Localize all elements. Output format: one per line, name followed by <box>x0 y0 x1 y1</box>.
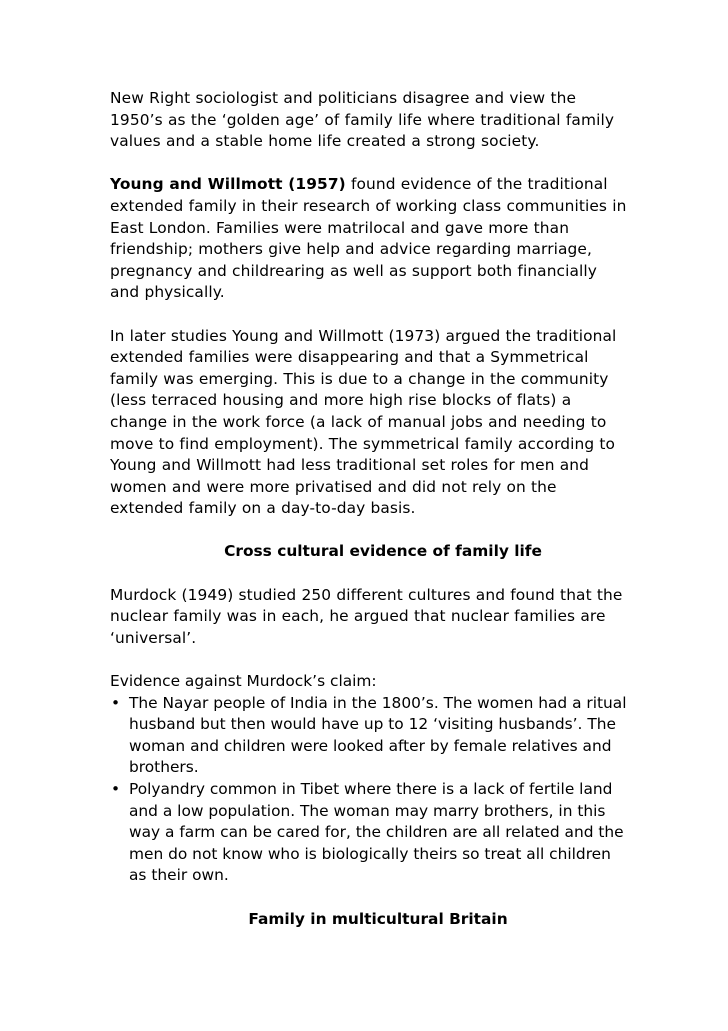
study-citation-young-willmott: Young and Willmott (1957) <box>110 175 346 194</box>
list-item-text: Polyandry common in Tibet where there is a lack of fertile land and a low population. The woman may marry brothers, in this way a farm can be cared for, the children are all related and the men do not know who is biologically theirs so treat all children as their own. <box>129 780 624 885</box>
bullet-icon: • <box>111 693 121 712</box>
evidence-list <box>110 693 630 887</box>
evidence-intro: Evidence against Murdock’s claim: <box>110 672 377 691</box>
bullet-icon: • <box>111 780 121 798</box>
document-page <box>110 88 630 952</box>
paragraph-young-willmott-text: found evidence of the traditional extended family in their research of working class communities in East London. Families were matrilocal and gave more than friendship; mothers give help and advice regarding marriage, pregnancy and childrearing as well as support both financially and physically. <box>110 175 627 302</box>
paragraph-later-studies: In later studies Young and Willmott (1973) argued the traditional extended families were disappearing and that a Symmetrical family was emerging. This is due to a change in the community (less terraced housing and more high rise blocks of flats) a change in the work force (a lack of manual jobs and needing to move to find employment). The symmetrical family according to Young and Willmott had less traditional set roles for men and women and were more privatised and did not rely on the extended family on a day-to-day basis. <box>110 326 617 518</box>
paragraph-new-right: New Right sociologist and politicians disagree and view the 1950’s as the ‘golden age’ of family life where traditional family values and a stable home life created a strong society. <box>110 89 615 151</box>
paragraph-murdock: Murdock (1949) studied 250 different cultures and found that the nuclear family was in each, he argued that nuclear families are ‘universal’. <box>110 585 623 647</box>
list-item <box>110 779 630 887</box>
heading-cross-cultural: Cross cultural evidence of family life <box>224 542 542 561</box>
paragraph-young-willmott <box>110 174 630 304</box>
list-item-text: The Nayar people of India in the 1800’s. The women had a ritual husband but then would have up to 12 ‘visiting husbands’. The woman and children were looked after by female relatives and brothers. <box>129 693 627 777</box>
heading-multicultural: Family in multicultural Britain <box>248 909 508 928</box>
list-item <box>110 693 630 779</box>
